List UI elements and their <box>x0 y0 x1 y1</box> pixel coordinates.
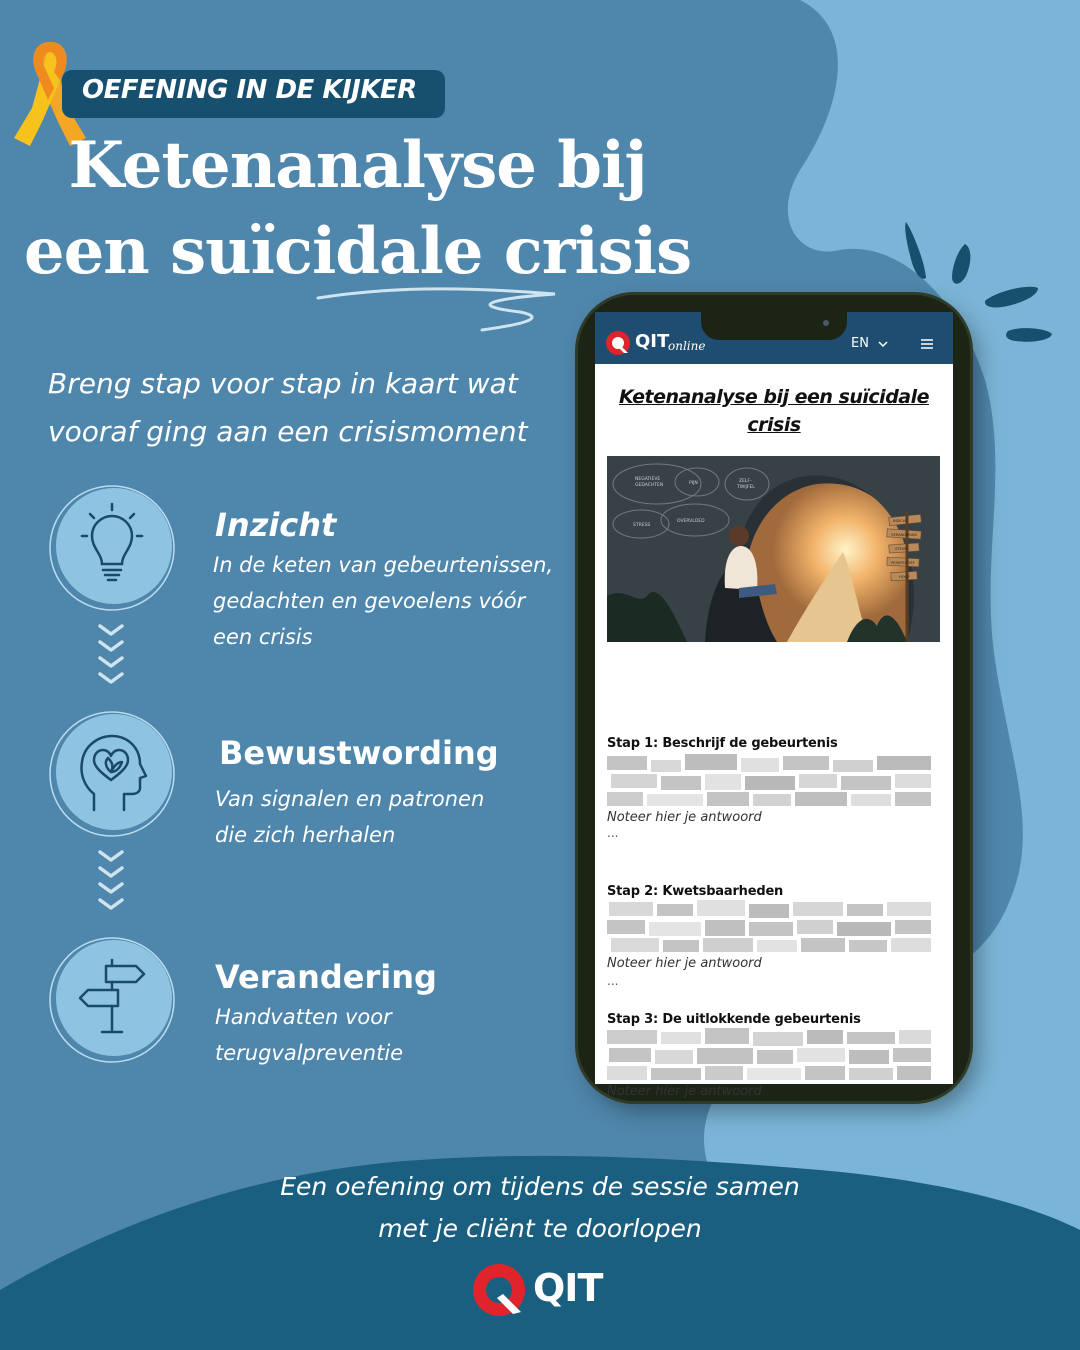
blurred-content <box>607 754 935 810</box>
qit-logo-icon <box>471 1262 527 1318</box>
hamburger-menu-icon[interactable] <box>921 339 933 349</box>
svg-text:OVERVLOED: OVERVLOED <box>677 519 705 524</box>
svg-text:PERSPECTIEF: PERSPECTIEF <box>891 561 915 565</box>
step-description-verandering: Handvatten voor terugvalpreventie <box>215 1005 404 1065</box>
blurred-content <box>607 1028 935 1084</box>
chevron-down-icon[interactable] <box>878 340 888 348</box>
svg-text:STEUN: STEUN <box>895 547 908 551</box>
step-title-verandering: Verandering <box>215 958 437 996</box>
svg-text:VERANDERING: VERANDERING <box>891 533 918 537</box>
lightbulb-icon <box>48 484 176 612</box>
step-3-label: Stap 3: De uitlokkende gebeurtenis <box>607 1012 861 1027</box>
page-title-line-1: Ketenanalyse bij <box>68 128 647 203</box>
header-badge-text: OEFENING IN DE KIJKER <box>82 75 417 105</box>
qit-logo-icon[interactable] <box>605 330 631 356</box>
document-title: Ketenanalyse bij een suïcidale crisis <box>618 386 930 436</box>
svg-text:PIJN: PIJN <box>689 481 698 486</box>
ellipsis: ... <box>607 974 619 988</box>
svg-text:GEDACHTEN: GEDACHTEN <box>635 483 664 488</box>
answer-placeholder[interactable]: Noteer hier je antwoord <box>607 810 762 825</box>
footer-text-line-1: Een oefening om tijdens de sessie samen <box>280 1172 800 1201</box>
svg-text:INZICHT: INZICHT <box>893 519 908 523</box>
ellipsis: ... <box>607 826 619 840</box>
svg-text:ZELF-: ZELF- <box>739 479 752 484</box>
page-title-line-2: een suïcidale crisis <box>23 214 692 289</box>
step-title-bewustwording: Bewustwording <box>219 734 499 772</box>
chevron-down-icon <box>96 848 126 920</box>
app-header <box>595 312 953 364</box>
phone-notch <box>701 312 847 340</box>
footer-brand-name: QIT <box>533 1266 603 1310</box>
blurred-content <box>607 900 935 956</box>
footer-text-line-2: met je cliënt te doorlopen <box>378 1214 702 1243</box>
step-2-label: Stap 2: Kwetsbaarheden <box>607 884 784 899</box>
chevron-down-icon <box>96 622 126 694</box>
answer-placeholder[interactable]: Noteer hier je antwoord <box>607 1084 762 1099</box>
answer-placeholder[interactable]: Noteer hier je antwoord <box>607 956 762 971</box>
exercise-document <box>595 364 953 1099</box>
signpost-icon <box>48 936 176 1064</box>
svg-text:HOOP: HOOP <box>899 575 910 579</box>
step-description-inzicht: In de keten van gebeurtenissen, gedachten en gevoelens vóór een crisis <box>213 553 554 649</box>
language-selector[interactable]: EN <box>851 336 869 351</box>
svg-text:STRESS: STRESS <box>633 523 651 528</box>
svg-text:TWIJFEL: TWIJFEL <box>737 485 755 490</box>
head-heart-icon <box>48 710 176 838</box>
phone-screen <box>595 312 953 1099</box>
cave-illustration <box>607 456 940 642</box>
step-title-inzicht: Inzicht <box>215 506 337 544</box>
app-brand-subtitle: online <box>668 339 706 353</box>
intro-text: Breng stap voor stap in kaart wat vooraf ging aan een crisismoment <box>48 367 528 448</box>
step-1-label: Stap 1: Beschrijf de gebeurtenis <box>607 736 838 751</box>
step-description-bewustwording: Van signalen en patronen die zich herhalen <box>215 787 485 847</box>
svg-text:NEGATIEVE: NEGATIEVE <box>635 477 661 482</box>
app-brand-name: QIT <box>635 331 670 352</box>
